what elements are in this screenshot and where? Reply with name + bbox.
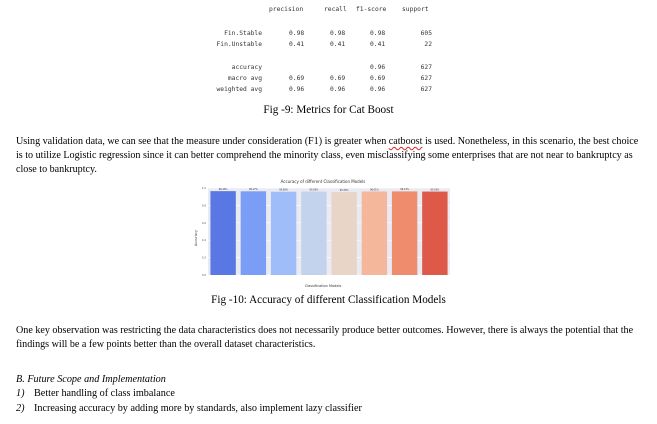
header-recall: recall	[324, 6, 347, 13]
cell-precision: 0.98	[289, 30, 305, 37]
data-label: 95.93%	[309, 188, 319, 192]
figure-10-caption: Fig -10: Accuracy of different Classification Models	[211, 294, 446, 306]
cell-support: 627	[420, 64, 432, 71]
data-label: 96.17%	[248, 188, 258, 192]
data-label: 95.93%	[430, 188, 440, 192]
header-f1: f1-score	[356, 6, 387, 13]
list-item	[16, 388, 175, 399]
bar	[210, 191, 235, 275]
chart-x-label: Classification Models	[304, 284, 342, 288]
paragraph-text: is used. Nonetheless, in this scenario, the best choice is to utilize Logistic regression since it can better comprehend the minority class, even misclassifying some enterprises that are not near to bankruptcy as close to bankruptcy.	[16, 136, 639, 176]
cell-f1: 0.96	[370, 64, 386, 71]
paragraph-observation: One key observation was restricting the data characteristics does not necessarily produce better outcomes. However, there is always the potential that the findings will be a few points better than the overall dataset characteristics.	[16, 325, 634, 351]
cell-f1: 0.96	[370, 86, 386, 93]
cell-precision: 0.96	[289, 86, 305, 93]
bar	[301, 192, 326, 275]
cell-support: 22	[424, 41, 432, 48]
bar	[241, 191, 266, 275]
list-text: Increasing accuracy by adding more by standards, also implement lazy classifier	[34, 403, 362, 414]
data-label: 96.01%	[369, 188, 379, 192]
y-tick-label: 0.6	[201, 221, 206, 225]
paragraph-results	[16, 135, 644, 178]
bar	[331, 192, 356, 275]
chart-title: Accuracy of different Classification Models	[280, 179, 366, 184]
header-support: support	[402, 6, 429, 13]
cell-support: 627	[420, 75, 432, 82]
cell-recall: 0.69	[330, 75, 346, 82]
y-tick-label: 0.0	[201, 274, 206, 277]
bar	[392, 191, 417, 275]
section-heading: B. Future Scope and Implementation	[16, 374, 166, 385]
cell-precision: 0.41	[289, 41, 305, 48]
accuracy-bar-chart	[192, 178, 454, 290]
y-tick-label: 1.0	[201, 187, 206, 190]
chart-y-label: Accuracy	[194, 230, 198, 246]
paragraph-text: Using validation data, we can see that the measure under consideration (F1) is greater when	[16, 136, 389, 147]
data-label: 96.40%	[218, 187, 228, 191]
row-label: accuracy	[231, 64, 262, 71]
list-number: 1)	[16, 388, 25, 399]
row-label: Fin.Unstable	[216, 41, 262, 48]
data-label: 95.33%	[339, 188, 349, 192]
cell-recall: 0.41	[330, 41, 346, 48]
bar	[362, 191, 387, 275]
y-tick-label: 0.4	[201, 239, 206, 243]
header-precision: precision	[269, 6, 304, 13]
cell-support: 627	[420, 86, 432, 93]
cell-recall: 0.96	[330, 86, 346, 93]
spellcheck-flagged-word: catboost	[388, 136, 423, 147]
row-label: macro avg	[227, 75, 262, 82]
cell-support: 605	[420, 30, 432, 37]
data-label: 95.69%	[279, 188, 289, 192]
list-text: Better handling of class imbalance	[34, 388, 175, 399]
list-item	[16, 403, 362, 414]
cell-recall: 0.98	[330, 30, 346, 37]
bar	[422, 192, 447, 275]
cell-f1: 0.98	[370, 30, 386, 37]
cell-f1: 0.69	[370, 75, 386, 82]
data-label: 96.13%	[400, 188, 410, 192]
cell-precision: 0.69	[289, 75, 305, 82]
cell-f1: 0.41	[370, 41, 386, 48]
row-label: Fin.Stable	[224, 30, 262, 37]
y-tick-label: 0.2	[201, 256, 206, 260]
figure-9-caption: Fig -9: Metrics for Cat Boost	[263, 104, 394, 116]
row-label: weighted avg	[216, 86, 262, 93]
list-number: 2)	[16, 403, 25, 414]
bar	[271, 192, 296, 275]
y-tick-label: 0.8	[201, 204, 206, 208]
